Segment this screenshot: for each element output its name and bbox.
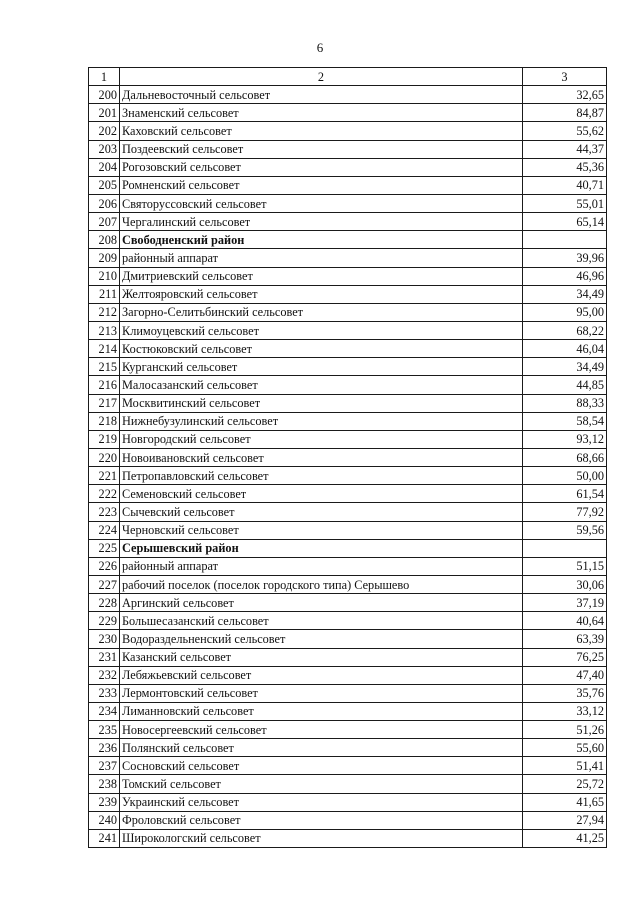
table-row: [89, 503, 607, 521]
row-value: 40,64: [523, 612, 607, 630]
row-number: 221: [89, 467, 120, 485]
table-row: [89, 775, 607, 793]
row-name: Новоивановский сельсовет: [120, 448, 523, 466]
row-name: Загорно-Селитьбинский сельсовет: [120, 303, 523, 321]
row-value: 68,66: [523, 448, 607, 466]
table-row: [89, 448, 607, 466]
table-row: [89, 684, 607, 702]
row-name: Дмитриевский сельсовет: [120, 267, 523, 285]
row-name: Москвитинский сельсовет: [120, 394, 523, 412]
table-row: [89, 485, 607, 503]
table-row: [89, 612, 607, 630]
table-body: [89, 68, 607, 848]
row-name: Лиманновский сельсовет: [120, 702, 523, 720]
table-row: [89, 285, 607, 303]
row-number: 210: [89, 267, 120, 285]
row-number: 238: [89, 775, 120, 793]
row-name: Дальневосточный сельсовет: [120, 86, 523, 104]
row-name: Серышевский район: [120, 539, 523, 557]
row-number: 217: [89, 394, 120, 412]
row-value: 41,25: [523, 829, 607, 847]
row-number: 218: [89, 412, 120, 430]
table-row: [89, 467, 607, 485]
header-cell-number: 1: [89, 68, 120, 86]
table-header-row: [89, 68, 607, 86]
row-number: 232: [89, 666, 120, 684]
row-value: 37,19: [523, 594, 607, 612]
row-number: 228: [89, 594, 120, 612]
table-row: [89, 358, 607, 376]
row-name: Черновский сельсовет: [120, 521, 523, 539]
row-name: Большесазанский сельсовет: [120, 612, 523, 630]
row-number: 214: [89, 340, 120, 358]
row-value: 51,41: [523, 757, 607, 775]
row-name: районный аппарат: [120, 249, 523, 267]
row-number: 211: [89, 285, 120, 303]
row-value: 88,33: [523, 394, 607, 412]
row-name: Поздеевский сельсовет: [120, 140, 523, 158]
data-table: [88, 67, 607, 848]
table-row: [89, 757, 607, 775]
row-value: 93,12: [523, 430, 607, 448]
row-value: 34,49: [523, 358, 607, 376]
row-name: Лермонтовский сельсовет: [120, 684, 523, 702]
row-name: Ромненский сельсовет: [120, 176, 523, 194]
row-number: 241: [89, 829, 120, 847]
row-value: 68,22: [523, 321, 607, 339]
row-name: районный аппарат: [120, 557, 523, 575]
row-number: 203: [89, 140, 120, 158]
row-value: 59,56: [523, 521, 607, 539]
row-number: 202: [89, 122, 120, 140]
row-number: 201: [89, 104, 120, 122]
row-value: 51,15: [523, 557, 607, 575]
table-row: [89, 176, 607, 194]
row-name: Широкологский сельсовет: [120, 829, 523, 847]
row-number: 207: [89, 213, 120, 231]
row-value: 77,92: [523, 503, 607, 521]
row-value: [523, 231, 607, 249]
row-number: 222: [89, 485, 120, 503]
row-value: 44,37: [523, 140, 607, 158]
row-name: Желтояровский сельсовет: [120, 285, 523, 303]
row-name: Нижнебузулинский сельсовет: [120, 412, 523, 430]
table-row: [89, 430, 607, 448]
row-number: 209: [89, 249, 120, 267]
row-name: Климоуцевский сельсовет: [120, 321, 523, 339]
row-value: 32,65: [523, 86, 607, 104]
row-name: Сычевский сельсовет: [120, 503, 523, 521]
row-name: Водораздельненский сельсовет: [120, 630, 523, 648]
row-number: 231: [89, 648, 120, 666]
row-name: Курганский сельсовет: [120, 358, 523, 376]
row-number: 215: [89, 358, 120, 376]
row-number: 227: [89, 575, 120, 593]
table-row: [89, 829, 607, 847]
table-row: [89, 793, 607, 811]
row-value: 40,71: [523, 176, 607, 194]
table-row: [89, 739, 607, 757]
row-value: 39,96: [523, 249, 607, 267]
header-cell-value: 3: [523, 68, 607, 86]
table-row: [89, 122, 607, 140]
header-cell-name: 2: [120, 68, 523, 86]
table-row: [89, 648, 607, 666]
row-value: 65,14: [523, 213, 607, 231]
row-name: рабочий поселок (поселок городского типа) Серышево: [120, 575, 523, 593]
row-name: Полянский сельсовет: [120, 739, 523, 757]
table-row: [89, 575, 607, 593]
row-name: Казанский сельсовет: [120, 648, 523, 666]
table-row: [89, 557, 607, 575]
row-name: Украинский сельсовет: [120, 793, 523, 811]
row-name: Аргинский сельсовет: [120, 594, 523, 612]
row-number: 200: [89, 86, 120, 104]
row-name: Сосновский сельсовет: [120, 757, 523, 775]
table-row: [89, 811, 607, 829]
row-name: Томский сельсовет: [120, 775, 523, 793]
table-row: [89, 140, 607, 158]
table-row: [89, 249, 607, 267]
row-name: Новосергеевский сельсовет: [120, 721, 523, 739]
table-row: [89, 321, 607, 339]
row-number: 224: [89, 521, 120, 539]
row-number: 213: [89, 321, 120, 339]
row-number: 226: [89, 557, 120, 575]
row-number: 234: [89, 702, 120, 720]
table-row: [89, 86, 607, 104]
table-row: [89, 158, 607, 176]
row-number: 235: [89, 721, 120, 739]
table-row: [89, 303, 607, 321]
row-value: 34,49: [523, 285, 607, 303]
table-row: [89, 213, 607, 231]
row-number: 208: [89, 231, 120, 249]
row-value: 58,54: [523, 412, 607, 430]
row-value: 25,72: [523, 775, 607, 793]
table-row: [89, 412, 607, 430]
table-row: [89, 394, 607, 412]
row-number: 229: [89, 612, 120, 630]
table-section-row: [89, 539, 607, 557]
table-row: [89, 521, 607, 539]
table-section-row: [89, 231, 607, 249]
row-value: 41,65: [523, 793, 607, 811]
row-number: 233: [89, 684, 120, 702]
row-number: 204: [89, 158, 120, 176]
row-name: Каховский сельсовет: [120, 122, 523, 140]
row-number: 219: [89, 430, 120, 448]
row-value: 95,00: [523, 303, 607, 321]
table-row: [89, 194, 607, 212]
row-number: 212: [89, 303, 120, 321]
row-number: 225: [89, 539, 120, 557]
row-name: Малосазанский сельсовет: [120, 376, 523, 394]
row-number: 206: [89, 194, 120, 212]
row-name: Петропавловский сельсовет: [120, 467, 523, 485]
row-value: 55,62: [523, 122, 607, 140]
row-value: 55,60: [523, 739, 607, 757]
page-number: 6: [316, 40, 324, 55]
row-name: Знаменский сельсовет: [120, 104, 523, 122]
table-row: [89, 666, 607, 684]
row-name: Семеновский сельсовет: [120, 485, 523, 503]
row-name: Свободненский район: [120, 231, 523, 249]
row-value: 63,39: [523, 630, 607, 648]
row-value: 46,04: [523, 340, 607, 358]
row-name: Новгородский сельсовет: [120, 430, 523, 448]
row-value: 50,00: [523, 467, 607, 485]
table-row: [89, 376, 607, 394]
row-value: 51,26: [523, 721, 607, 739]
row-value: 84,87: [523, 104, 607, 122]
row-number: 223: [89, 503, 120, 521]
row-value: 45,36: [523, 158, 607, 176]
row-name: Святоруссовский сельсовет: [120, 194, 523, 212]
row-name: Костюковский сельсовет: [120, 340, 523, 358]
row-number: 237: [89, 757, 120, 775]
row-value: 61,54: [523, 485, 607, 503]
row-value: 46,96: [523, 267, 607, 285]
row-value: 47,40: [523, 666, 607, 684]
row-number: 216: [89, 376, 120, 394]
row-value: 44,85: [523, 376, 607, 394]
row-name: Рогозовский сельсовет: [120, 158, 523, 176]
row-number: 236: [89, 739, 120, 757]
row-number: 230: [89, 630, 120, 648]
row-name: Чергалинский сельсовет: [120, 213, 523, 231]
table-row: [89, 594, 607, 612]
table-row: [89, 340, 607, 358]
table-row: [89, 267, 607, 285]
row-number: 205: [89, 176, 120, 194]
row-number: 220: [89, 448, 120, 466]
row-name: Фроловский сельсовет: [120, 811, 523, 829]
row-value: 55,01: [523, 194, 607, 212]
row-value: 33,12: [523, 702, 607, 720]
row-value: 76,25: [523, 648, 607, 666]
table-row: [89, 104, 607, 122]
row-value: 30,06: [523, 575, 607, 593]
table-row: [89, 702, 607, 720]
row-number: 239: [89, 793, 120, 811]
row-name: Лебяжьевский сельсовет: [120, 666, 523, 684]
table-row: [89, 630, 607, 648]
row-value: 27,94: [523, 811, 607, 829]
row-number: 240: [89, 811, 120, 829]
table-row: [89, 721, 607, 739]
row-value: 35,76: [523, 684, 607, 702]
row-value: [523, 539, 607, 557]
